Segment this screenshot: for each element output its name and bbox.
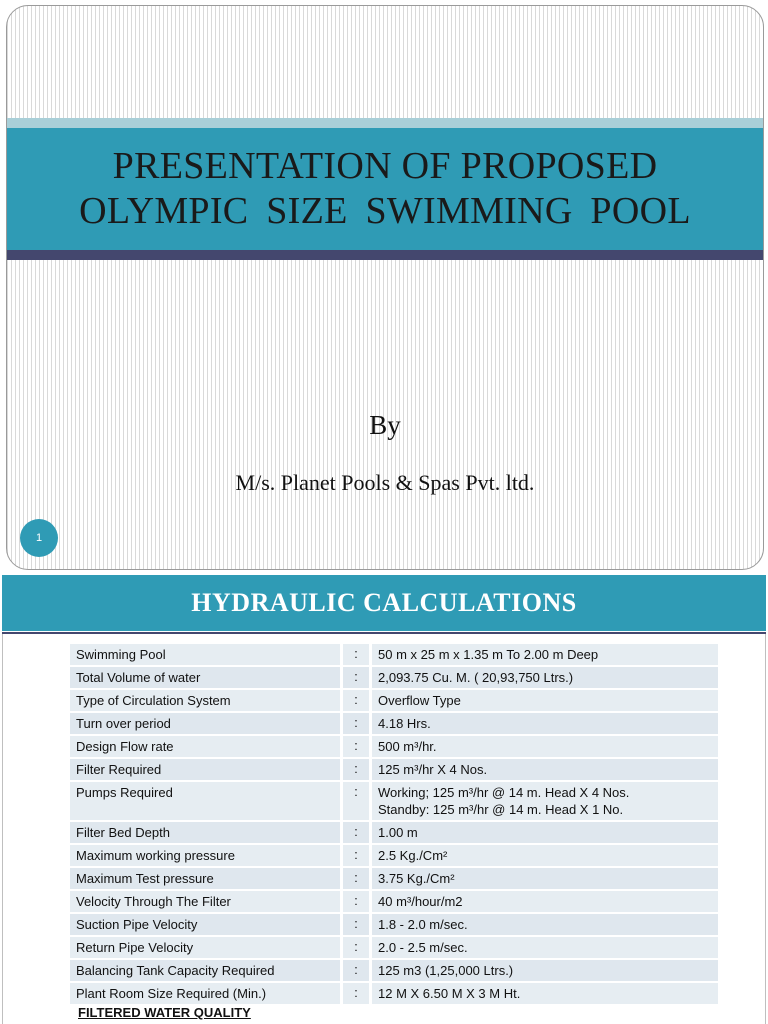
slide-title [7, 144, 763, 234]
row-value-line-2: Standby: 125 m³/hr @ 14 m. Head X 1 No. [378, 802, 624, 817]
table-row [70, 667, 718, 688]
row-label: Total Volume of water [70, 667, 343, 688]
hydraulic-spec-table [70, 642, 718, 1006]
row-value-line: Overflow Type [378, 693, 461, 708]
row-separator: : [343, 868, 372, 889]
row-label: Filter Bed Depth [70, 822, 343, 843]
title-slide [6, 5, 764, 570]
row-label: Type of Circulation System [70, 690, 343, 711]
table-row [70, 868, 718, 889]
table-row [70, 736, 718, 757]
row-separator: : [343, 736, 372, 757]
row-value [372, 822, 718, 843]
row-label: Design Flow rate [70, 736, 343, 757]
by-label: By [369, 410, 401, 440]
table-row [70, 713, 718, 734]
row-separator: : [343, 891, 372, 912]
row-value-line: 3.75 Kg./Cm² [378, 871, 455, 886]
header-underline [2, 632, 766, 634]
row-value [372, 891, 718, 912]
row-value-line: 2,093.75 Cu. M. ( 20,93,750 Ltrs.) [378, 670, 574, 685]
section-header [2, 575, 766, 631]
row-separator: : [343, 983, 372, 1004]
row-value [372, 690, 718, 711]
row-label: Maximum working pressure [70, 845, 343, 866]
row-label: Return Pipe Velocity [70, 937, 343, 958]
row-value [372, 937, 718, 958]
table-row [70, 983, 718, 1004]
row-label: Turn over period [70, 713, 343, 734]
row-value [372, 782, 718, 820]
frame-left-edge [2, 634, 3, 1024]
row-separator: : [343, 914, 372, 935]
row-value [372, 983, 718, 1004]
row-value-line: 40 m³/hour/m2 [378, 894, 463, 909]
row-separator: : [343, 845, 372, 866]
row-separator: : [343, 782, 372, 820]
row-value-line: Working; 125 m³/hr @ 14 m. Head X 4 Nos. [378, 785, 630, 800]
row-value-line: 2.5 Kg./Cm² [378, 848, 448, 863]
row-value-line: 125 m3 (1,25,000 Ltrs.) [378, 963, 514, 978]
row-value [372, 960, 718, 981]
title-band-top-accent [7, 118, 763, 128]
row-label: Plant Room Size Required (Min.) [70, 983, 343, 1004]
row-separator: : [343, 822, 372, 843]
table-row [70, 782, 718, 820]
row-label: Velocity Through The Filter [70, 891, 343, 912]
row-value-line: 1.8 - 2.0 m/sec. [378, 917, 468, 932]
page-number-badge: 1 [20, 519, 58, 557]
table-row [70, 690, 718, 711]
filtered-water-quality-heading: FILTERED WATER QUALITY [78, 1005, 251, 1020]
row-separator: : [343, 690, 372, 711]
row-value [372, 845, 718, 866]
row-separator: : [343, 759, 372, 780]
row-value-line: 12 M X 6.50 M X 3 M Ht. [378, 986, 521, 1001]
row-value [372, 667, 718, 688]
row-label: Swimming Pool [70, 644, 343, 665]
frame-right-edge [765, 634, 766, 1024]
slide-title-line-1: PRESENTATION OF PROPOSED [112, 145, 658, 187]
table-row [70, 937, 718, 958]
table-row [70, 759, 718, 780]
table-row [70, 891, 718, 912]
slide-title-line-2: OLYMPIC SIZE SWIMMING POOL [79, 190, 691, 232]
row-value-line: 500 m³/hr. [378, 739, 437, 754]
row-value-line: 2.0 - 2.5 m/sec. [378, 940, 468, 955]
title-band-bottom-accent [7, 250, 763, 260]
row-value-line: 1.00 m [378, 825, 418, 840]
row-value [372, 713, 718, 734]
table-row [70, 845, 718, 866]
row-value-line: 50 m x 25 m x 1.35 m To 2.00 m Deep [378, 647, 599, 662]
row-value [372, 736, 718, 757]
table-row [70, 960, 718, 981]
hydraulic-slide [0, 575, 768, 1024]
row-value [372, 759, 718, 780]
row-separator: : [343, 713, 372, 734]
section-heading: HYDRAULIC CALCULATIONS [191, 588, 577, 617]
row-separator: : [343, 644, 372, 665]
row-separator: : [343, 937, 372, 958]
row-label: Balancing Tank Capacity Required [70, 960, 343, 981]
row-separator: : [343, 960, 372, 981]
row-value-line: 125 m³/hr X 4 Nos. [378, 762, 488, 777]
table-row [70, 914, 718, 935]
row-value [372, 868, 718, 889]
row-value [372, 644, 718, 665]
row-value [372, 914, 718, 935]
row-label: Maximum Test pressure [70, 868, 343, 889]
table-row [70, 822, 718, 843]
row-separator: : [343, 667, 372, 688]
row-value-line: 4.18 Hrs. [378, 716, 431, 731]
row-label: Suction Pipe Velocity [70, 914, 343, 935]
row-label: Pumps Required [70, 782, 343, 820]
row-label: Filter Required [70, 759, 343, 780]
company-name: M/s. Planet Pools & Spas Pvt. ltd. [235, 470, 535, 495]
table-row [70, 644, 718, 665]
